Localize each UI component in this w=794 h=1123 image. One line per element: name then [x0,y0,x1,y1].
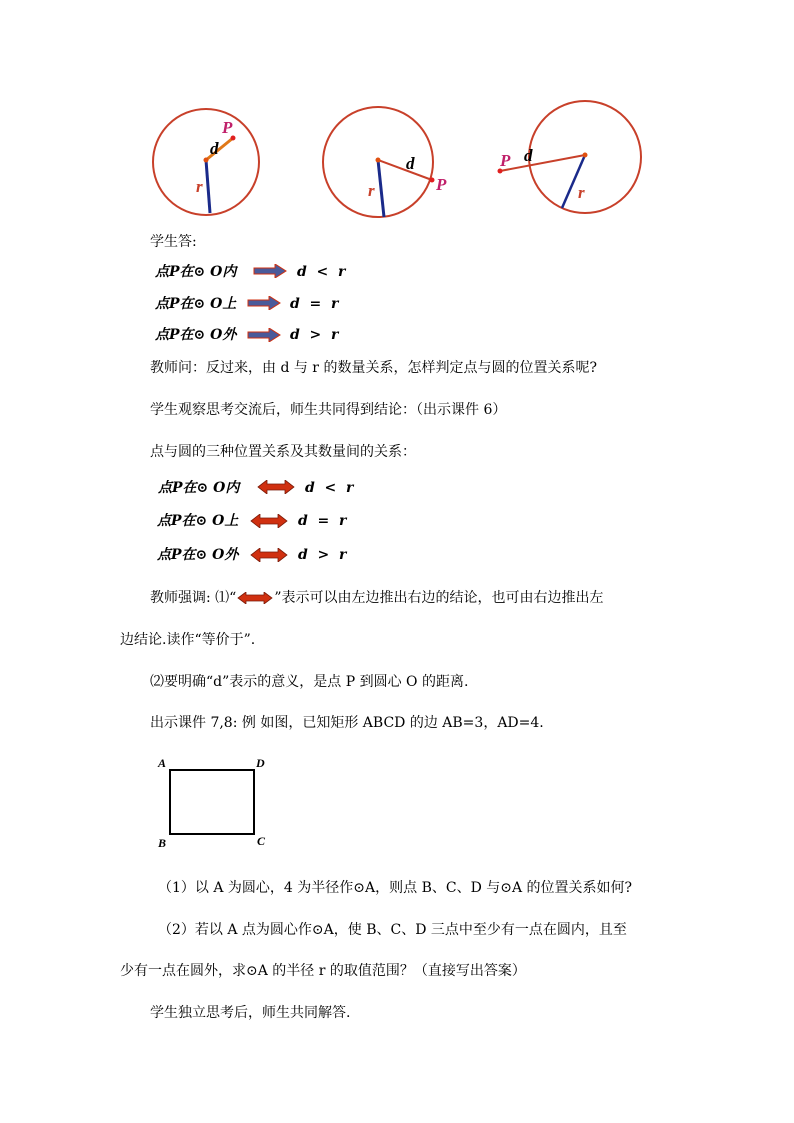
right-arrow-icon [247,328,281,342]
distance-line [378,160,432,180]
label-r: r [578,183,585,202]
student-answer-formula-on: d = r [290,296,339,312]
relation-row-inside: 点P在⊙ O内 [158,480,240,496]
student-answer-row-on: 点P在⊙ O上 [155,296,237,312]
question-2-line2: 少有一点在圆外，求⊙A 的半径 r 的取值范围？（直接写出答案） [120,963,526,979]
conclusion-intro: 学生观察思考交流后，师生共同得到结论：（出示课件 6） [150,402,507,418]
closing-text: 学生独立思考后，师生共同解答. [150,1005,351,1021]
circles-svg [140,100,660,225]
double-arrow-icon [257,480,295,494]
point-p-dot [430,178,435,183]
relation-left: 点P在⊙ O内 [155,264,237,280]
student-answer-row-inside [155,262,236,282]
circles-figure [140,100,660,225]
radius-line [206,160,210,213]
label-d: d [406,154,415,173]
right-arrow-icon [247,296,281,310]
label-d: d [210,139,219,158]
label-p: P [436,175,447,194]
vertex-b: B [158,836,167,850]
relations-heading: 点与圆的三种位置关系及其数量间的关系： [150,444,416,460]
question-2-line1: （2）若以 A 点为圆心作⊙A，使 B、C、D 三点中至少有一点在圆内，且至 [158,922,627,938]
label-r: r [196,177,203,196]
student-answer-formula-outside: d > r [290,327,339,343]
relation-formula-on: d = r [298,513,347,529]
circle-outside [498,101,642,213]
label-p: P [500,151,511,170]
vertex-c: C [257,834,266,848]
relation-row-outside: 点P在⊙ O外 [157,547,239,563]
emphasis-line2: 边结论.读作“等价于”. [120,632,256,648]
vertex-d: D [256,756,265,770]
distance-line [500,155,585,171]
radius-line [378,160,384,217]
student-answer-formula-inside: d < r [297,264,346,280]
question-1: （1）以 A 为圆心，4 为半径作⊙A，则点 B、C、D 与⊙A 的位置关系如何? [158,880,633,896]
emphasis-line1: 教师强调: ⑴“ ”表示可以由左边推出右边的结论，也可由右边推出左 [150,590,604,606]
student-answer-row-outside: 点P在⊙ O外 [155,327,237,343]
circle-on [323,107,435,217]
rectangle-figure [150,752,280,852]
emphasis-point2: ⑵要明确“d”表示的意义，是点 P 到圆心 O 的距离. [150,674,469,690]
double-arrow-icon [250,548,288,562]
example-intro: 出示课件 7,8: 例 如图，已知矩形 ABCD 的边 AB=3，AD=4. [150,715,544,731]
student-answer-heading: 学生答: [150,234,197,250]
relation-row-on: 点P在⊙ O上 [157,513,239,529]
relation-formula-inside: d < r [305,480,354,496]
center-dot [376,158,381,163]
center-dot [204,158,209,163]
center-dot [583,153,588,158]
label-d: d [524,146,533,165]
right-arrow-icon [253,264,287,278]
double-arrow-icon [250,514,288,528]
double-arrow-icon [237,592,273,604]
label-p: P [222,118,233,137]
teacher-question: 教师问：反过来，由 d 与 r 的数量关系，怎样判定点与圆的位置关系呢? [150,360,597,376]
label-r: r [368,181,375,200]
rectangle-abcd [170,770,254,834]
circle-inside [153,109,259,215]
relation-formula-outside: d > r [298,547,347,563]
vertex-a: A [158,756,167,770]
